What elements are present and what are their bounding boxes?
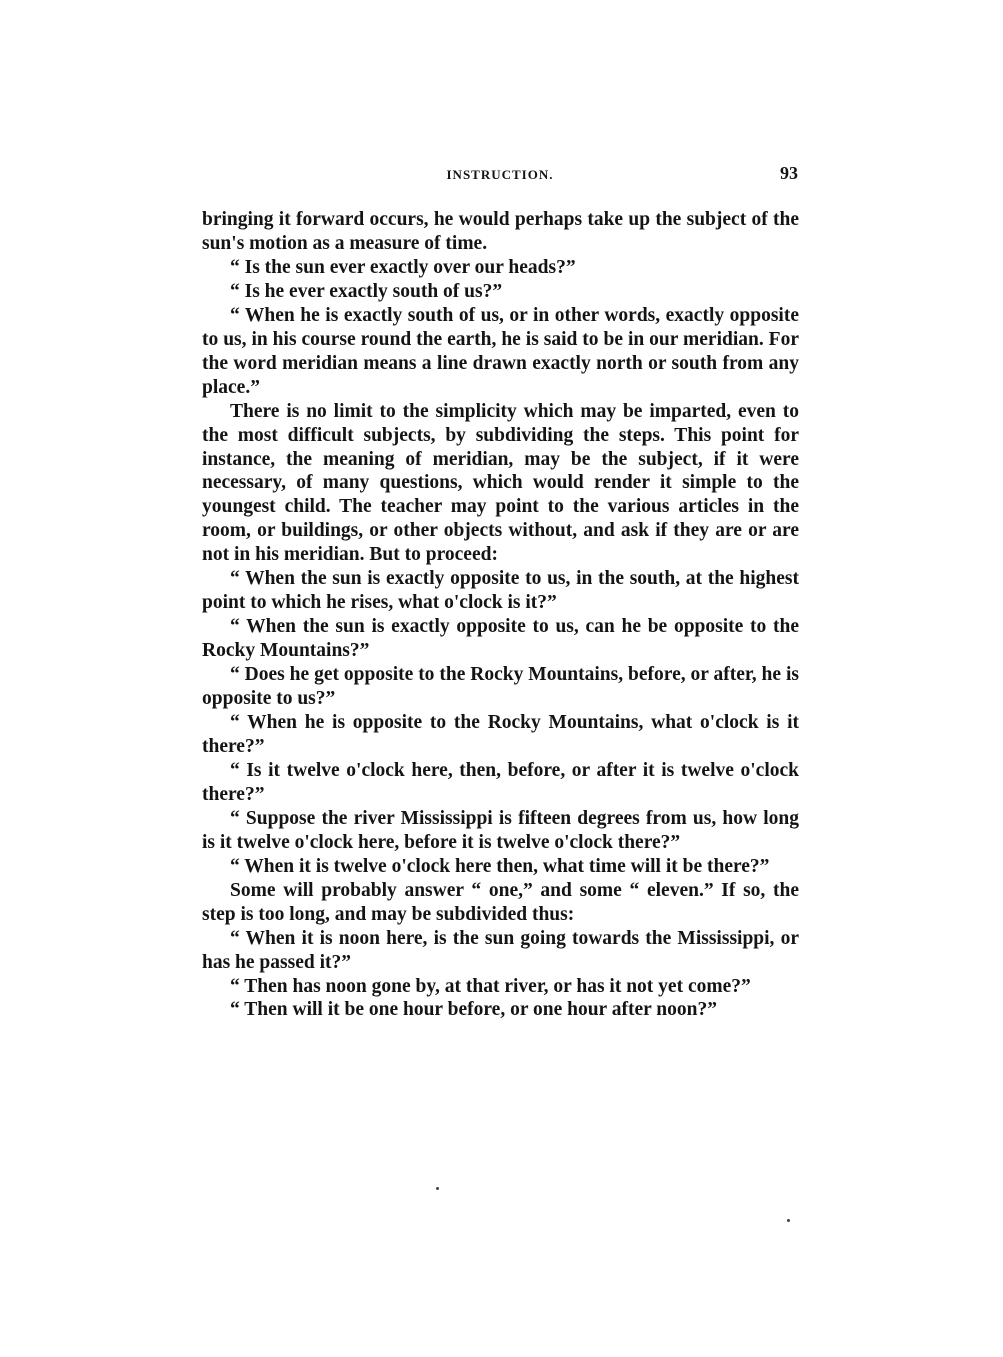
paragraph: bringing it forward occurs, he would perhaps take up the subject of the sun's motion as a measure of time. — [202, 209, 799, 254]
running-title: INSTRUCTION. — [446, 167, 554, 182]
page-number: 93 — [780, 163, 798, 183]
paragraph: “ When it is twelve o'clock here then, what time will it be there?” — [230, 855, 770, 877]
paragraph: “ When it is noon here, is the sun going towards the Mississippi, or has he passed it?” — [202, 927, 799, 973]
paragraph: “ Suppose the river Mississippi is fifteen degrees from us, how long is it twelve o'clock here, before it is twelve o'clock there?” — [202, 807, 799, 853]
paragraph: “ Then has noon gone by, at that river, or has it not yet come?” — [230, 975, 751, 997]
paragraph: There is no limit to the simplicity which may be imparted, even to the most difficult subjects, by subdividing the steps. This point for instance, the meaning of meridian, may be the subject, if it were necessary, of many questions, which would render it simple to the youngest child. The teacher may point to the various articles in the room, or buildings, or other objects without, and ask if they are or are not in his meridian. But to proceed: — [202, 400, 799, 566]
paragraph: Some will probably answer “ one,” and some “ eleven.” If so, the step is too long, and may be subdivided thus: — [202, 879, 799, 925]
paragraph: “ Is the sun ever exactly over our heads?” — [230, 256, 576, 278]
paragraph: “ Is he ever exactly south of us?” — [230, 280, 503, 302]
scan-speck — [787, 1219, 790, 1222]
paragraph: “ Then will it be one hour before, or one hour after noon?” — [230, 999, 717, 1021]
paragraph: “ When he is exactly south of us, or in other words, exactly opposite to us, in his course round the earth, he is said to be in our meridian. For the word meridian means a line drawn exactly north or south from any place.” — [202, 304, 799, 398]
paragraph: “ When the sun is exactly opposite to us, can he be opposite to the Rocky Mountains?” — [202, 616, 799, 662]
paragraph: “ Does he get opposite to the Rocky Mountains, before, or after, he is opposite to us?” — [202, 664, 799, 710]
running-head — [200, 163, 800, 193]
scan-speck — [436, 1187, 439, 1190]
paragraph: “ When he is opposite to the Rocky Mountains, what o'clock is it there?” — [202, 712, 799, 757]
body-text — [202, 208, 799, 1022]
paragraph: “ When the sun is exactly opposite to us, in the south, at the highest point to which he rises, what o'clock is it?” — [202, 568, 799, 614]
paragraph: “ Is it twelve o'clock here, then, before, or after it is twelve o'clock there?” — [202, 759, 799, 805]
